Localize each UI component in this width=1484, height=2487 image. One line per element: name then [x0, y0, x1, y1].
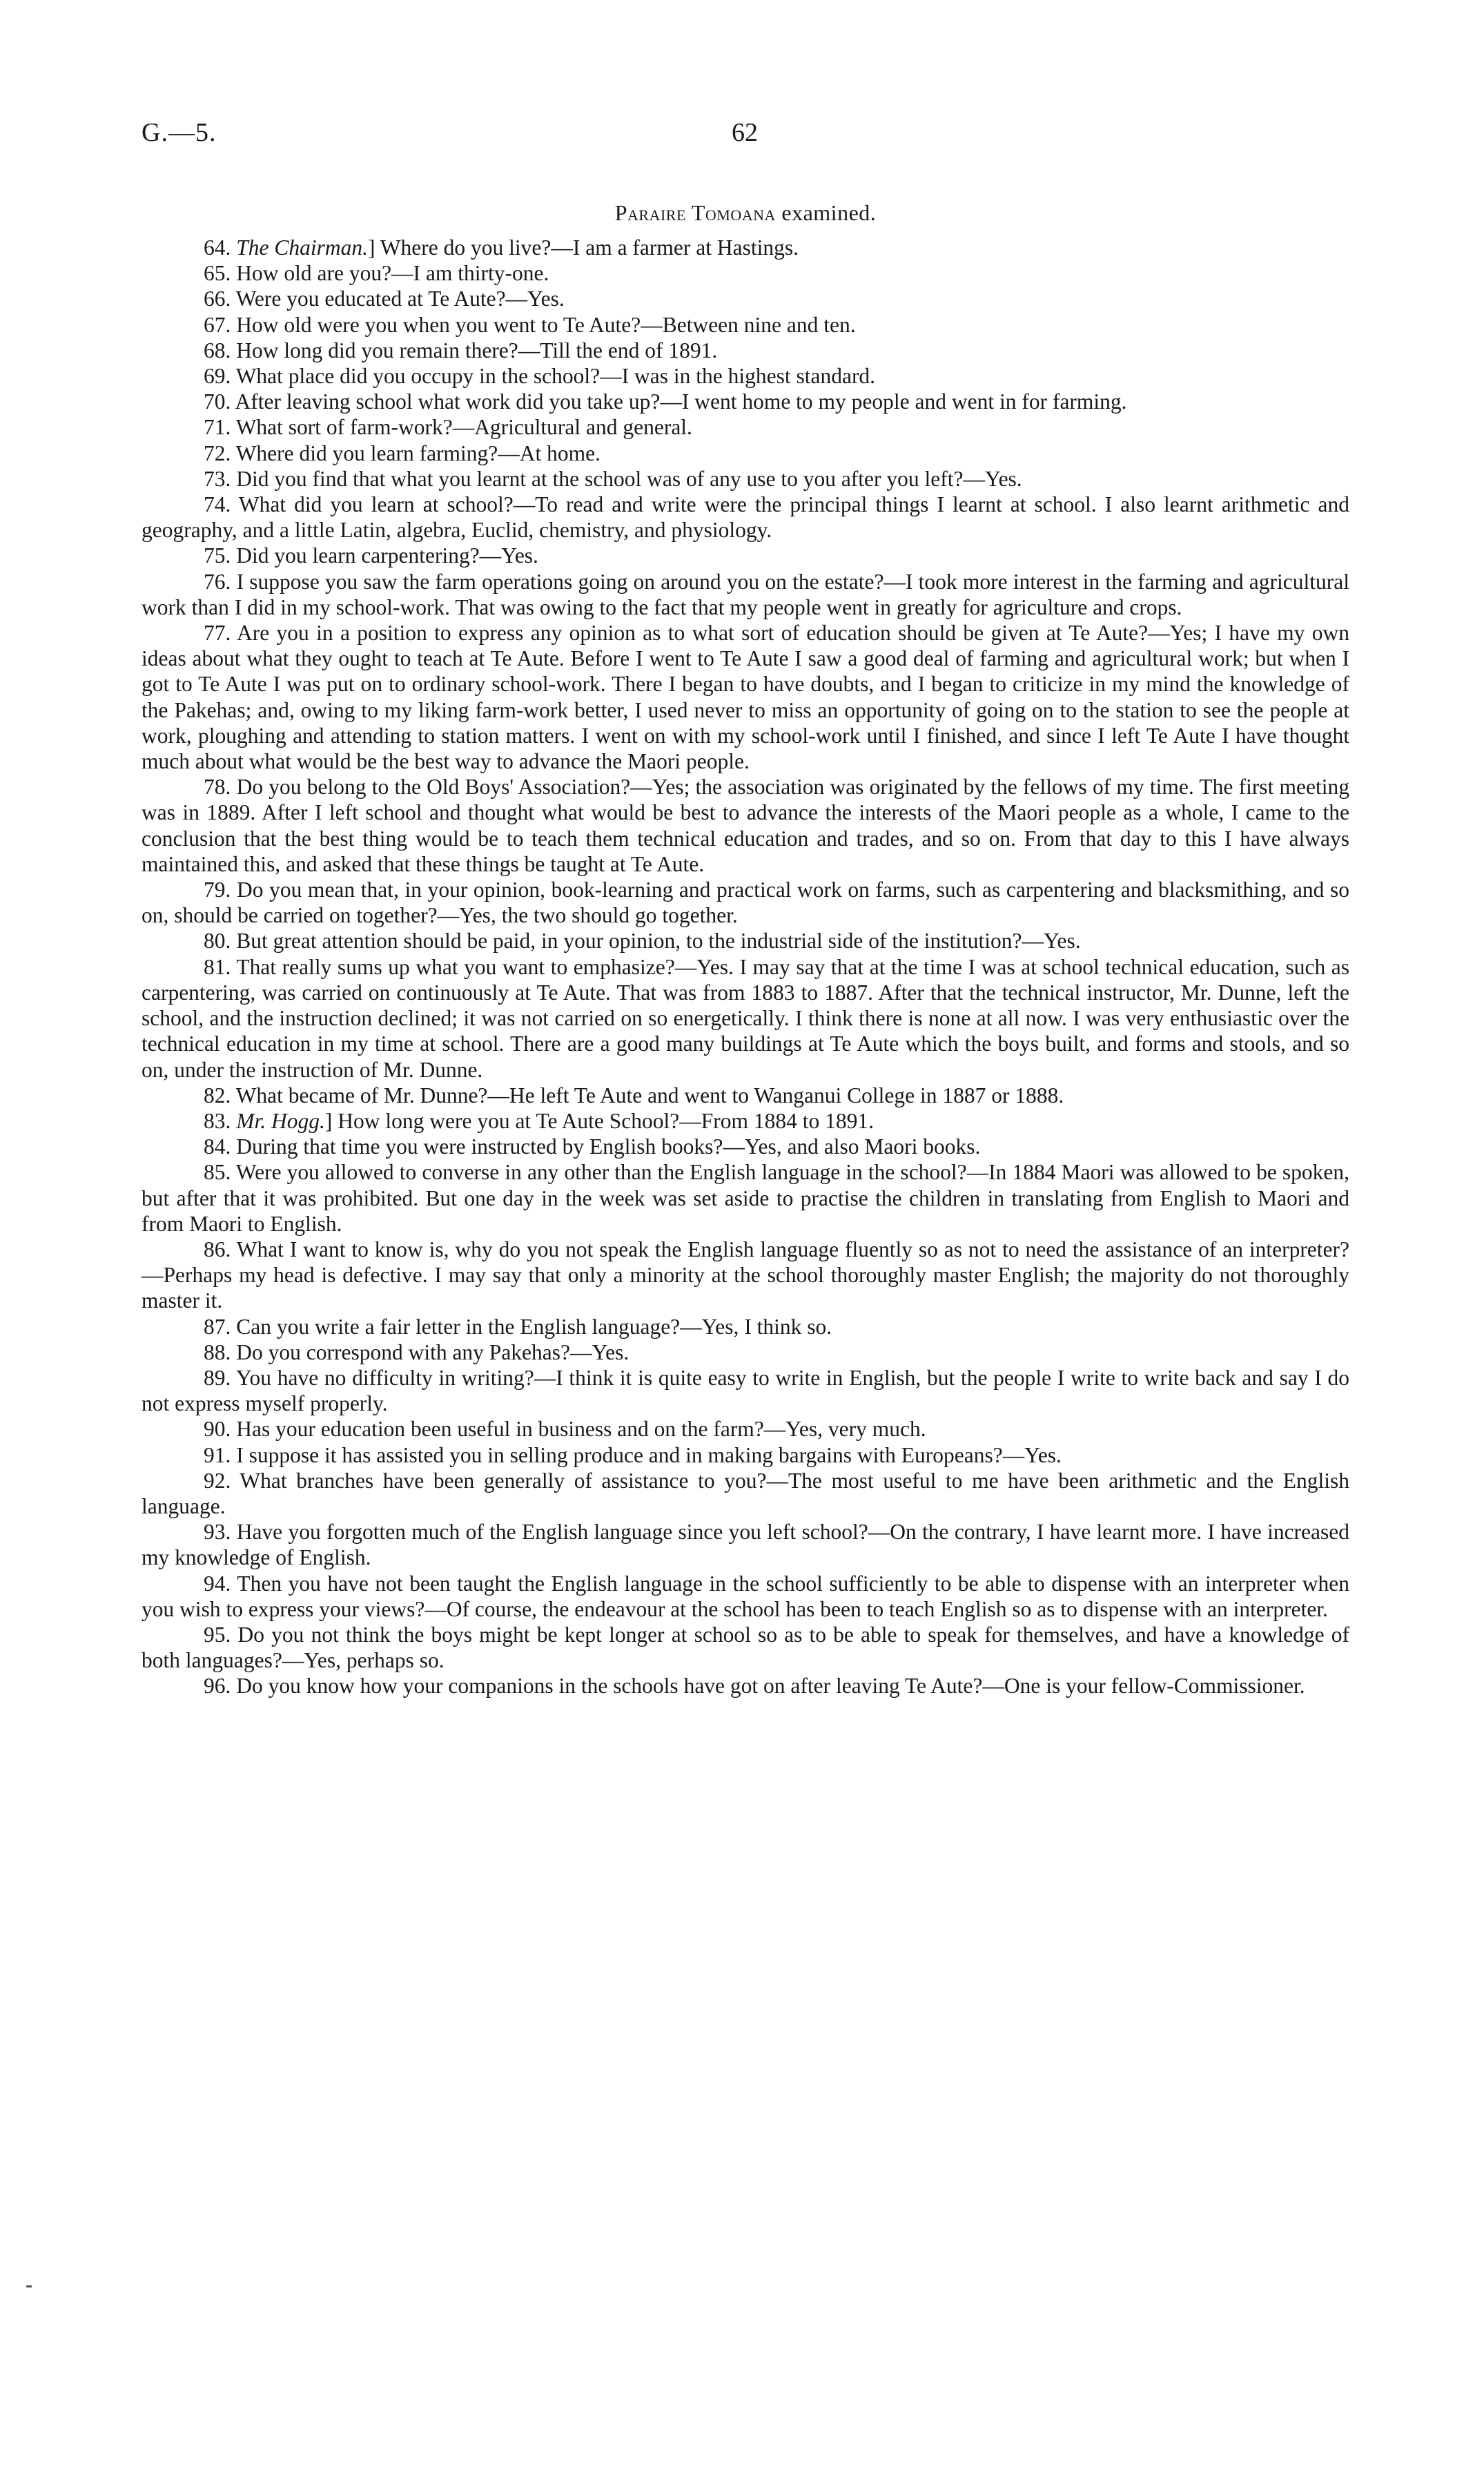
- paragraph-number: 64.: [204, 235, 231, 260]
- paragraph-number: 76.: [204, 569, 231, 594]
- question-paragraph: [141, 1108, 1349, 1134]
- paragraph-text: Has your education been useful in business and on the farm?—Yes, very much.: [236, 1417, 926, 1442]
- question-paragraph: [141, 492, 1349, 543]
- paragraph-text: How old were you when you went to Te Aute?—Between nine and ten.: [236, 312, 856, 337]
- question-paragraph: [141, 389, 1349, 414]
- question-paragraph: [141, 441, 1349, 466]
- paragraph-number: 87.: [204, 1314, 231, 1339]
- paragraph-number: 74.: [204, 492, 231, 517]
- question-paragraph: [141, 312, 1349, 338]
- paragraph-number: 88.: [204, 1339, 231, 1364]
- question-paragraph: [141, 1519, 1349, 1570]
- examination-text: [141, 235, 1349, 1699]
- question-paragraph: [141, 928, 1349, 954]
- speaker-label: Mr. Hogg.: [236, 1108, 325, 1133]
- question-paragraph: [141, 620, 1349, 774]
- paragraph-number: 71.: [204, 415, 231, 440]
- paragraph-number: 68.: [204, 338, 231, 362]
- question-paragraph: [141, 1314, 1349, 1339]
- paragraph-number: 67.: [204, 312, 231, 337]
- question-paragraph: [141, 877, 1349, 928]
- paragraph-text: That really sums up what you want to emphasize?—Yes. I may say that at the time I was at school technical education, such as carpentering, was carried on continuously at Te Aute. That was from 1883 to 1887. After that the technical instructor, Mr. Dunne, left the school, and the instruction declined; it was not carried on so energetically. I think there is none at all now. I was very enthusiastic over the technical education in my time at school. There are a good many buildings at Te Aute which the boys built, and forms and stools, and so on, under the instruction of Mr. Dunne.: [141, 954, 1349, 1082]
- question-paragraph: [141, 569, 1349, 620]
- paragraph-text: You have no difficulty in writing?—I think it is quite easy to write in English, but the people I write to write back and say I do not express myself properly.: [141, 1365, 1349, 1416]
- paragraph-text: Did you find that what you learnt at the school was of any use to you after you left?—Yes.: [236, 466, 1022, 491]
- paragraph-number: 73.: [204, 466, 231, 491]
- speaker-label: The Chairman.: [236, 235, 369, 260]
- question-paragraph: [141, 1571, 1349, 1622]
- paragraph-number: 83.: [204, 1108, 231, 1133]
- question-paragraph: [141, 363, 1349, 389]
- paragraph-number: 95.: [204, 1622, 231, 1647]
- paragraph-text: Do you belong to the Old Boys' Association?—Yes; the association was originated by the fellows of my time. The first meeting was in 1889. After I left school and thought what would be best to advance the interests of the Maori people as a whole, I came to the conclusion that the best thing would be to teach them technical education and trades, and so on. From that day to this I have always maintained this, and asked that these things be taught at Te Aute.: [141, 775, 1350, 876]
- paragraph-number: 70.: [204, 389, 231, 414]
- paragraph-number: 77.: [204, 621, 231, 646]
- paragraph-text: What did you learn at school?—To read and write were the principal things I learnt at school. I also learnt arithmetic and geography, and a little Latin, algebra, Euclid, chemistry, and physiology.: [141, 492, 1349, 543]
- paragraph-text: Can you write a fair letter in the English language?—Yes, I think so.: [236, 1314, 832, 1339]
- paragraph-number: 91.: [204, 1442, 231, 1467]
- paragraph-text: Where did you learn farming?—At home.: [235, 441, 601, 465]
- paragraph-number: 78.: [204, 775, 231, 800]
- paragraph-number: 94.: [204, 1571, 231, 1596]
- paragraph-number: 89.: [204, 1365, 231, 1390]
- paragraph-number: 81.: [204, 954, 231, 979]
- paragraph-text: ] How long were you at Te Aute School?—From 1884 to 1891.: [324, 1108, 875, 1133]
- paragraph-number: 80.: [204, 929, 231, 954]
- paragraph-text: How long did you remain there?—Till the end of 1891.: [236, 338, 718, 362]
- paragraph-number: 65.: [204, 261, 231, 286]
- paragraph-text: ] Where do you live?—I am a farmer at Hastings.: [368, 235, 799, 260]
- paragraph-text: Were you educated at Te Aute?—Yes.: [235, 287, 565, 311]
- question-paragraph: [141, 1442, 1349, 1468]
- paragraph-text: How old are you?—I am thirty-one.: [236, 261, 549, 286]
- paragraph-text: Do you correspond with any Pakehas?—Yes.: [236, 1339, 629, 1364]
- question-paragraph: [141, 235, 1349, 260]
- question-paragraph: [141, 1673, 1349, 1699]
- question-paragraph: [141, 1365, 1349, 1416]
- paragraph-number: 66.: [204, 287, 231, 311]
- question-paragraph: [141, 954, 1349, 1083]
- question-paragraph: [141, 338, 1349, 363]
- paragraph-number: 92.: [204, 1468, 231, 1493]
- paragraph-number: 69.: [204, 364, 231, 389]
- question-paragraph: [141, 286, 1349, 311]
- question-paragraph: [141, 1416, 1349, 1442]
- paragraph-text: Do you mean that, in your opinion, book-learning and practical work on farms, such as carpentering and blacksmithing, and so on, should be carried on together?—Yes, the two should go together.: [141, 878, 1349, 928]
- page-number: 62: [732, 118, 758, 147]
- paragraph-text: Are you in a position to express any opinion as to what sort of education should be given at Te Aute?—Yes; I have my own ideas about what they ought to teach at Te Aute. Before I went to Te Aute I saw a good deal of farming and agricultural work; but when I got to Te Aute I was put on to ordinary school-work. There I began to have doubts, and I began to criticize in my mind the knowledge of the Pakehas; and, owing to my liking farm-work better, I used never to miss an opportunity of going on to the station to see the people at work, ploughing and attending to station matters. I went on with my school-work until I finished, and since I left Te Aute I have thought much about what would be the best way to advance the Maori people.: [141, 621, 1349, 774]
- paragraph-text: After leaving school what work did you take up?—I went home to my people and went in for farming.: [235, 389, 1127, 414]
- witness-name: Paraire Tomoana: [614, 200, 776, 225]
- section-title: [141, 200, 1349, 226]
- paragraph-number: 93.: [204, 1520, 231, 1545]
- question-paragraph: [141, 774, 1349, 877]
- paragraph-text: What I want to know is, why do you not speak the English language fluently so as not to need the assistance of an interpreter?—Perhaps my head is defective. I may say that only a minority at the school thoroughly master English; the majority do not thoroughly master it.: [141, 1237, 1349, 1313]
- question-paragraph: [141, 1134, 1349, 1159]
- paragraph-text: Did you learn carpentering?—Yes.: [236, 543, 538, 568]
- paragraph-text: Do you know how your companions in the schools have got on after leaving Te Aute?—One is your fellow-Commissioner.: [236, 1674, 1305, 1699]
- paragraph-text: What branches have been generally of assistance to you?—The most useful to me have been arithmetic and the English language.: [141, 1468, 1350, 1518]
- paragraph-text: During that time you were instructed by English books?—Yes, and also Maori books.: [236, 1134, 981, 1159]
- paragraph-number: 86.: [204, 1237, 231, 1261]
- paragraph-text: What place did you occupy in the school?—I was in the highest standard.: [235, 364, 876, 389]
- paragraph-number: 96.: [204, 1674, 231, 1699]
- paragraph-text: I suppose it has assisted you in selling produce and in making bargains with Europeans?—Yes.: [236, 1442, 1062, 1467]
- question-paragraph: [141, 1159, 1349, 1237]
- paragraph-text: Were you allowed to converse in any other than the English language in the school?—In 1884 Maori was allowed to be spoken, but after that it was prohibited. But one day in the week was set aside to practise the children in translating from English to Maori and from Maori to English.: [141, 1160, 1349, 1236]
- document-reference: G.—5.: [141, 118, 217, 147]
- paragraph-number: 75.: [204, 543, 231, 568]
- paragraph-number: 90.: [204, 1417, 231, 1442]
- section-title-suffix: examined.: [775, 200, 877, 225]
- paragraph-text: Have you forgotten much of the English language since you left school?—On the contrary, I have learnt more. I have increased my knowledge of English.: [141, 1520, 1349, 1570]
- paragraph-number: 82.: [204, 1083, 231, 1107]
- question-paragraph: [141, 466, 1349, 492]
- paragraph-text: What sort of farm-work?—Agricultural and general.: [235, 415, 692, 440]
- paragraph-number: 84.: [204, 1134, 231, 1159]
- page-header: [141, 117, 1349, 159]
- question-paragraph: [141, 1468, 1349, 1519]
- question-paragraph: [141, 260, 1349, 286]
- question-paragraph: [141, 414, 1349, 440]
- paragraph-text: Then you have not been taught the English language in the school sufficiently to be able to dispense with an interpreter when you wish to express your views?—Of course, the endeavour at the school has been to teach English so as to dispense with an interpreter.: [141, 1571, 1349, 1621]
- question-paragraph: [141, 1083, 1349, 1108]
- paragraph-number: 79.: [204, 878, 231, 902]
- question-paragraph: [141, 1237, 1349, 1314]
- paragraph-text: What became of Mr. Dunne?—He left Te Aute and went to Wanganui College in 1887 or 1888.: [235, 1083, 1064, 1107]
- scan-mark: [26, 2285, 32, 2287]
- paragraph-number: 72.: [204, 441, 231, 465]
- question-paragraph: [141, 1622, 1349, 1673]
- paragraph-number: 85.: [204, 1160, 231, 1185]
- question-paragraph: [141, 1339, 1349, 1365]
- question-paragraph: [141, 543, 1349, 568]
- paragraph-text: I suppose you saw the farm operations going on around you on the estate?—I took more interest in the farming and agricultural work than I did in my school-work. That was owing to the fact that my people went in greatly for agriculture and crops.: [141, 569, 1349, 619]
- paragraph-text: But great attention should be paid, in your opinion, to the industrial side of the institution?—Yes.: [236, 929, 1081, 954]
- paragraph-text: Do you not think the boys might be kept longer at school so as to be able to speak for themselves, and have a knowledge of both languages?—Yes, perhaps so.: [141, 1622, 1350, 1673]
